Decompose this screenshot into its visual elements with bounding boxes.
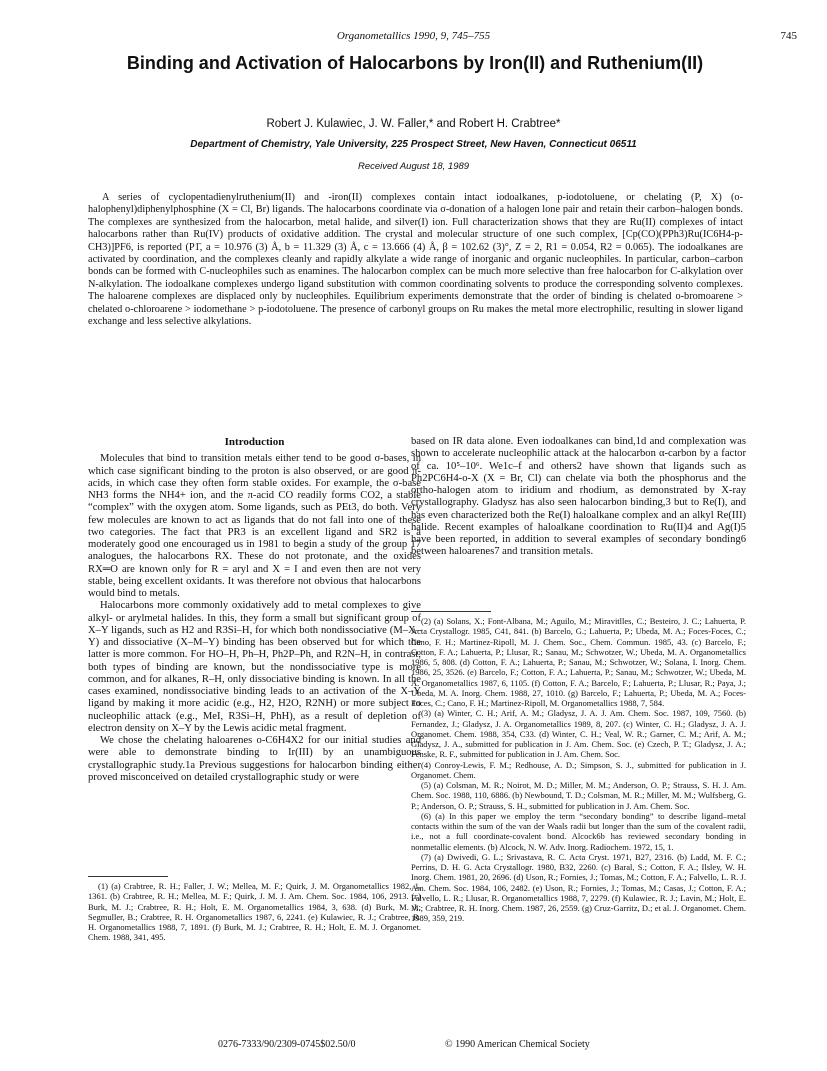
- intro-paragraph: Molecules that bind to transition metals either tend to be good σ-bases, in which case significant binding to the proton is also observed, or are good π-acids, in which case they often form stable oxides. For example, the σ-base NH3 forms the NH4+ ion, and the π-acid CO readily forms CO2, a stable “complex” with the oxygen atom. Some ligands, such as PEt3, do both. Very few molecules are known to act as ligands that do not fall into one of these two categories. The fact that PR3 is an excellent ligand and SR2 is a moderately good one encouraged us in 1981 to begin a study of the group 17 analogues, the halocarbons RX. These do not protonate, and the oxides RX═O are known only for R = aryl and X = I and even then are not very stable, being excellent oxidants. It was therefore not obvious that halocarbons would bind to metals.: [88, 453, 421, 599]
- section-heading-introduction: Introduction: [224, 436, 285, 448]
- footnote: (3) (a) Winter, C. H.; Arif, A. M.; Gladysz, J. A. J. Am. Chem. Soc. 1987, 109, 7560. (b) Fernandez, J.; Gladysz, J. A. Organometallics 1989, 8, 207. (c) Winter, C. H.; Gladysz, J. A. J. Organomet. Chem. 1988, 354, C33. (d) Winter, C. H.; Veal, W. R.; Garner, C. M.; Arif, A. M.; Gladysz, J. A., submitted for publication in J. Am. Chem. Soc. (e) Czech, P. T.; Gladysz, J. A.; Fenske, R. F., submitted for publication in J. Am. Chem. Soc.: [411, 708, 746, 760]
- article-authors: Robert J. Kulawiec, J. W. Faller,* and Robert H. Crabtree*: [266, 118, 561, 130]
- article-title: Binding and Activation of Halocarbons by Iron(II) and Ruthenium(II): [126, 53, 704, 73]
- footnotes-right: [411, 616, 746, 924]
- abstract: A series of cyclopentadienylruthenium(II) and -iron(II) complexes contain intact iodoalkanes, p-iodotoluene, or chelating (P, X) (o-halophenyl)diphenylphosphine (X = Cl, Br) ligands. The halocarbons coordinate via σ-donation of a halogen lone pair and retain their carbon–halogen bonds. The complexes are synthesized from the halocarbon, metal halide, and silver(I) ion. Full characterization shows that they are Ru(II) complexes of intact halocarbons rather than Ru(IV) products of oxidative addition. The crystal and molecular structure of one such complex, [Cp(CO)(PPh3)Ru(IC6H4-p-CH3)]PF6, is reported (P1̄, a = 10.976 (3) Å, b = 11.329 (3) Å, c = 13.666 (4) Å, β = 102.62 (3)°, Z = 2, R1 = 0.054, R2 = 0.065). The iodoalkanes are activated by coordination, and the complexes cleanly and rapidly alkylate a wide range of inorganic and organic nucleophiles. In particular, carbon–carbon bonds can be formed with C-nucleophiles such as enamines. The halocarbon complex can be much more selective than free halocarbon for C-alkylation over N-alkylation. The iodoalkane complexes undergo ligand substitution with common coordinating solvents to produce the corresponding solvento complexes. The haloarene complexes are displaced only by nucleophiles. Equilibrium experiments demonstrate that the order of binding is chelated o-bromoarene > chelated o-chloroarene > iodomethane > p-iodotoluene. The presence of carbonyl groups on Ru makes the metal more electrophilic, resulting in slower ligand exchange and less selective alkylations.: [88, 192, 743, 328]
- footnote: (5) (a) Colsman, M. R.; Noirot, M. D.; Miller, M. M.; Anderson, O. P.; Strauss, S. H. J. Am. Chem. Soc. 1988, 110, 6886. (b) Newbound, T. D.; Colsman, M. R.; Miller, M. M.; Wulfsberg, G. P.; Anderson, O. P.; Strauss, S. H., submitted for publication in J. Am. Chem. Soc.: [411, 780, 746, 811]
- footer-copyright: © 1990 American Chemical Society: [445, 1039, 590, 1050]
- right-column: [411, 436, 746, 559]
- footnote: (1) (a) Crabtree, R. H.; Faller, J. W.; Mellea, M. F.; Quirk, J. M. Organometallics 1982, 1, 1361. (b) Crabtree, R. H.; Mellea, M. F.; Quirk, J. M. J. Am. Chem. Soc. 1984, 106, 2913. (c) Burk, M. J.; Crabtree, R. H.; Holt, E. M. Organometallics 1984, 3, 638. (d) Burk, M. J.; Segmuller, B.; Crabtree, R. H. Organometallics 1987, 6, 2241. (e) Kulawiec, R. J.; Crabtree, R. H. Organometallics 1988, 7, 1891. (f) Burk, M. J.; Crabtree, R. H.; Holt, E. M. J. Organomet. Chem. 1988, 341, 495.: [88, 881, 421, 943]
- footnote: (4) Conroy-Lewis, F. M.; Redhouse, A. D.; Simpson, S. J., submitted for publication in J. Organomet. Chem.: [411, 759, 746, 780]
- footnote-divider: [411, 611, 491, 612]
- journal-header: Organometallics 1990, 9, 745–755: [336, 30, 491, 42]
- footnote: (6) (a) In this paper we employ the term “secondary bonding” to describe ligand–metal contacts within the sum of the van der Waals radii but longer than the sum of the covalent radii, i.e., not a full coordinate-covalent bond. Alcock6b has reviewed secondary bonding in nonmetallic elements. (b) Alcock, N. W. Adv. Inorg. Radiochem. 1972, 15, 1.: [411, 810, 746, 852]
- received-date: Received August 18, 1989: [357, 161, 470, 172]
- left-column: [88, 436, 421, 784]
- article-affiliation: Department of Chemistry, Yale University, 225 Prospect Street, New Haven, Connecticut 06511: [190, 139, 637, 150]
- intro-paragraph: We chose the chelating haloarenes o-C6H4X2 for our initial studies and were able to demonstrate binding to Ir(III) by an unambiguous crystallographic study.1a Previous suggestions for halocarbon binding either proved misconceived on detailed crystallographic study or were: [88, 735, 421, 783]
- footnote-divider: [88, 876, 168, 877]
- intro-paragraph-continued: based on IR data alone. Even iodoalkanes can bind,1d and complexation was shown to accelerate nucleophilic attack at the halocarbon α-carbon by a factor of ca. 10⁵–10⁶. We1c–f and others2 have shown that ligands such as Ph2PC6H4-o-X (X = Br, Cl) can chelate via both the phosphorus and the ortho-halogen atom to iridium and rhodium, as demonstrated by X-ray crystallography. Gladysz has also seen halocarbon binding,3 but to Re(I), and has even characterized both the Re(I) haloalkane complex and an alkyl Re(III) halide. Recent examples of haloalkane coordination to Ru(II)4 and Ag(I)5 have been reported, in addition to several examples of secondary bonding6 between haloarenes7 and transition metals.: [411, 436, 746, 558]
- footer-code: 0276-7333/90/2309-0745$02.50/0: [218, 1039, 356, 1050]
- footnotes-left: [88, 881, 421, 943]
- footnote: (7) (a) Dwivedi, G. L.; Srivastava, R. C. Acta Cryst. 1971, B27, 2316. (b) Ladd, M. F. C.; Perrins, D. H. G. Acta Crystallogr. 1980, B32, 2260. (c) Baral, S.; Cotton, F. A.; Ilsley, W. H. Inorg. Chem. 1981, 20, 2696. (d) Uson, R.; Fornies, J.; Tomas, M.; Cotton, F. A.; Falvello, L. R. J. Am. Chem. Soc. 1984, 106, 2482. (e) Uson, R.; Fornies, J.; Tomas, M.; Casas, J.; Cotton, F. A.; Falvello, L. R.; Llusar, R. Organometallics 1988, 7, 2279. (f) Kulawiec, R. J.; Lavin, M.; Holt, E. M.; Crabtree, R. H. Inorg. Chem. 1987, 26, 2559. (g) Cruz-Garritz, D.; et al. J. Organomet. Chem. 1989, 359, 219.: [411, 851, 746, 924]
- intro-paragraph: Halocarbons more commonly oxidatively add to metal complexes to give alkyl- or arylmetal halides. In this, they form a small but significant group of X–Y ligands, such as H2 and R3Si–H, for which both nondissociative (M–X–Y) and dissociative (X–M–Y) binding has been observed but for which the latter is more common. For HO–H, Ph–H, Ph2P–Ph, and R2N–H, in contrast, both types of binding are known, but the nondissociative type is more common, and for alkanes, R–H, only dissociative binding is known. In all the cases examined, nondissociative binding leads to an activation of the X–Y ligand by making it more acidic (e.g., H2, H2O, R2NH) or more subject to nucleophilic attack (e.g., MeI, R3Si–H, PhH), as a result of depletion of electron density on X–Y by the Lewis acidic metal fragment.: [88, 600, 421, 734]
- footnote: (2) (a) Solans, X.; Font-Albana, M.; Aguilo, M.; Miravitlles, C.; Besteiro, J. C.; Lahuerta, P. Acta Crystallogr. 1985, C41, 841. (b) Barcelo, G.; Lahuerta, P.; Ubeda, M. A.; Foces-Foces, C.; Cano, F. H.; Martinez-Ripoll, M. J. Chem. Soc., Chem. Commun. 1985, 43. (c) Barcelo, F.; Cotton, F. A.; Lahuerta, P.; Llusar, R.; Sanau, M.; Schwotzer, W.; Ubeda, M. A. Organometallics 1986, 5, 808. (d) Cotton, F. A.; Lahuerta, P.; Sanau, M.; Schwotzer, W.; Solana, I. Inorg. Chem. 1986, 25, 3526. (e) Barcelo, F.; Cotton, F. A.; Lahuerta, P.; Sanau, M.; Schwotzer, W.; Ubeda, M. A. Organometallics 1987, 6, 1105. (f) Cotton, F. A.; Barcelo, F.; Lahuerta, P.; Llusar, R.; Paya, J.; Ubeda, M. A. Inorg. Chem. 1988, 27, 1010. (g) Barcelo, F.; Lahuerta, P.; Ubeda, M. A.; Foces-Foces, C.; Cano, F. H.; Martinez-Ripoll, M. Organometallics 1988, 7, 584.: [411, 616, 746, 708]
- page-number: 745: [780, 30, 797, 42]
